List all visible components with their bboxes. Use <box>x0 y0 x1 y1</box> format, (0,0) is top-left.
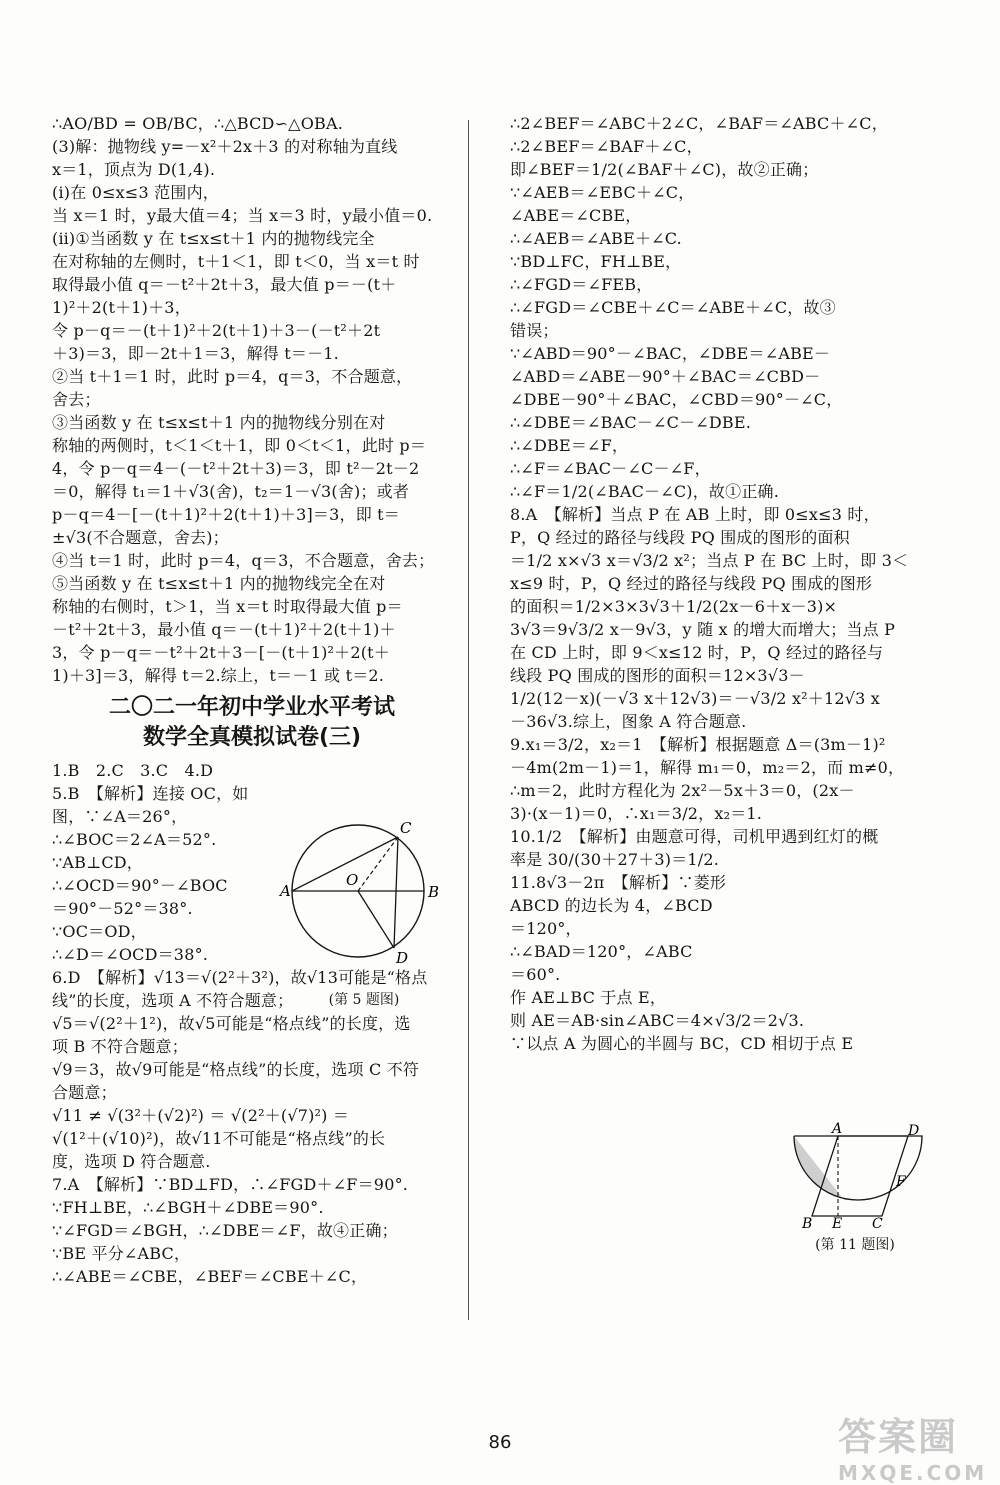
text-line: ∠ABE＝∠CBE， <box>510 206 642 225</box>
label-e: E <box>832 1216 843 1228</box>
label-b: B <box>428 883 440 901</box>
text-line: 6.D 【解析】√13＝√(2²＋3²)，故√13可能是“格点 <box>52 968 428 987</box>
text-line: ＝0，解得 t₁＝1＋√3(舍)，t₂＝1－√3(舍)；或者 <box>52 482 410 501</box>
text-line: 3，令 p－q＝－t²＋2t＋3－[－(t＋1)²＋2(t＋ <box>52 643 390 662</box>
text-line: 线”的长度，选项 A 不符合题意； <box>52 991 294 1010</box>
figure-5 <box>276 815 452 1008</box>
text-line: 1/2(12－x)(－√3 x＋12√3)＝－√3/2 x²＋12√3 x <box>510 689 881 708</box>
label-b: B <box>802 1216 813 1228</box>
text-line: －4m(2m－1)＝1，解得 m₁＝0，m₂＝2，而 m≠0， <box>510 758 905 777</box>
text-line: 在 CD 上时，即 9＜x≤12 时，P，Q 经过的路径与 <box>510 643 884 662</box>
text-line: ∴m＝2，此时方程化为 2x²－5x＋3＝0，(2x－ <box>510 781 855 800</box>
text-line: 令 p－q＝－(t＋1)²＋2(t＋1)＋3－(－t²＋2t <box>52 321 381 340</box>
text-line: ∴∠DBE＝∠BAC－∠C－∠DBE. <box>510 413 752 432</box>
text-line: √11 ≠ √(3²＋(√2)²) ＝ √(2²＋(√7)²) ＝ <box>52 1106 350 1125</box>
watermark-url: MXQE.COM <box>838 1461 988 1485</box>
text-line: ∵OC＝OD， <box>52 922 147 941</box>
text-line: 项 B 不符合题意； <box>52 1037 188 1056</box>
text-line: 称轴的右侧时，t＞1，当 x＝t 时取得最大值 p＝ <box>52 597 403 616</box>
text-line: ∵BD⊥FC，FH⊥BE， <box>510 252 682 271</box>
column-divider <box>468 120 469 1320</box>
text-line: 5.B 【解析】连接 OC，如 <box>52 784 249 803</box>
text-line: √(1²＋(√10)²)，故√11不可能是“格点线”的长 <box>52 1129 386 1148</box>
figure-11-diagram <box>780 1122 930 1228</box>
text-line: 错误； <box>510 321 559 340</box>
text-line: 7.A 【解析】∵BD⊥FD，∴∠FGD＋∠F＝90°. <box>52 1175 409 1194</box>
figure-11-caption: (第 11 题图) <box>815 1237 895 1253</box>
text-line: －36√3.综上，图象 A 符合题意. <box>510 712 747 731</box>
text-line: (ⅱ)①当函数 y 在 t≤x≤t＋1 内的抛物线完全 <box>52 229 375 248</box>
text-line: ABCD 的边长为 4，∠BCD <box>510 896 713 915</box>
page-number: 86 <box>488 1432 512 1453</box>
text-line: 1)＋3]＝3，解得 t＝2.综上，t＝－1 或 t＝2. <box>52 666 385 685</box>
text-line: ∴∠FGD＝∠CBE＋∠C＝∠ABE＋∠C，故③ <box>510 298 836 317</box>
text-line: 1)²＋2(t＋1)＋3， <box>52 298 191 317</box>
text-line: ∴AO/BD = OB/BC，∴△BCD∽△OBA. <box>52 114 344 133</box>
text-line: ＋3)＝3，即－2t＋1＝3，解得 t＝－1. <box>52 344 339 363</box>
text-line: ∵∠AEB＝∠EBC＋∠C， <box>510 183 695 202</box>
figure-11 <box>780 1122 930 1252</box>
text-line: ∴2∠BEF＝∠BAF＋∠C， <box>510 137 703 156</box>
text-line: －t²＋2t＋3，最小值 q＝－(t＋1)²＋2(t＋1)＋ <box>52 620 396 639</box>
text-line: 作 AE⊥BC 于点 E， <box>510 988 667 1007</box>
text-line: ±√3(不合题意，舍去)； <box>52 528 229 547</box>
label-c: C <box>400 819 412 837</box>
text-line: 合题意； <box>52 1083 117 1102</box>
text-line: ＝120°， <box>510 919 582 938</box>
text-line: 度，选项 D 符合题意. <box>52 1152 211 1171</box>
watermark-logo <box>838 1406 988 1485</box>
text-line: ∴∠AEB＝∠ABE＋∠C. <box>510 229 682 248</box>
heading-line-1: 二〇二一年初中学业水平考试 <box>108 695 395 720</box>
label-a: A <box>280 882 291 900</box>
label-d: D <box>908 1123 920 1139</box>
text-line: ∴∠BAD＝120°，∠ABC <box>510 942 693 961</box>
label-f: F <box>896 1174 906 1190</box>
text-line: 舍去； <box>52 390 101 409</box>
text-line: ∵FH⊥BE，∴∠BGH＋∠DBE＝90°. <box>52 1198 324 1217</box>
text-line: ∵以点 A 为圆心的半圆与 BC，CD 相切于点 E <box>510 1034 854 1053</box>
label-a: A <box>832 1122 843 1137</box>
text-line: (3)解：抛物线 y=－x²＋2x＋3 的对称轴为直线 <box>52 137 398 156</box>
text-line: ∵∠ABD＝90°－∠BAC，∠DBE＝∠ABE－ <box>510 344 831 363</box>
text-line: ＝1/2 x×√3 x＝√3/2 x²；当点 P 在 BC 上时，即 3＜ <box>510 551 909 570</box>
text-line: ∵AB⊥CD， <box>52 853 144 872</box>
text-line: x＝1，顶点为 D(1,4). <box>52 160 216 179</box>
text-line: 8.A 【解析】当点 P 在 AB 上时，即 0≤x≤3 时， <box>510 505 880 524</box>
text-line: 的面积＝1/2×3×3√3＋1/2(2x－6＋x－3)× <box>510 597 838 616</box>
text-line: ∴∠BOC＝2∠A＝52°. <box>52 830 217 849</box>
text-line: 10.1/2 【解析】由题意可得，司机甲遇到红灯的概 <box>510 827 879 846</box>
label-c: C <box>872 1216 883 1228</box>
right-column <box>510 112 910 1055</box>
heading-line-2: 数学全真模拟试卷(三) <box>142 725 362 750</box>
label-o: O <box>346 871 359 889</box>
label-d: D <box>396 949 409 967</box>
text-line: ∴2∠BEF＝∠ABC＋2∠C，∠BAF＝∠ABC＋∠C， <box>510 114 888 133</box>
text-line: ∴∠F＝1/2(∠BAC－∠C)，故①正确. <box>510 482 780 501</box>
text-line: 率是 30/(30＋27＋3)＝1/2. <box>510 850 720 869</box>
text-line: 取得最小值 q＝－t²＋2t＋3，最大值 p＝－(t＋ <box>52 275 397 294</box>
text-line: 3)·(x－1)＝0，∴x₁＝3/2，x₂＝1. <box>510 804 763 823</box>
text-line: ∴∠D＝∠OCD＝38°. <box>52 945 209 964</box>
text-line: ＝60°. <box>510 965 561 984</box>
text-line: ∵∠FGD＝∠BGH，∴∠DBE＝∠F，故④正确； <box>52 1221 398 1240</box>
text-line: 称轴的两侧时，t＜1＜t＋1，即 0＜t＜1，此时 p＝ <box>52 436 427 455</box>
text-line: ②当 t＋1＝1 时，此时 p＝4，q＝3，不合题意， <box>52 367 413 386</box>
text-line: ⑤当函数 y 在 t≤x≤t＋1 内的抛物线完全在对 <box>52 574 386 593</box>
text-line: P，Q 经过的路径与线段 PQ 围成的图形的面积 <box>510 528 850 547</box>
text-line: x≤9 时，P，Q 经过的路径与线段 PQ 围成的图形 <box>510 574 873 593</box>
text-line: ∴∠FGD＝∠FEB， <box>510 275 653 294</box>
text-line: √5＝√(2²＋1²)，故√5可能是“格点线”的长度，选 <box>52 1014 411 1033</box>
text-line: (ⅰ)在 0≤x≤3 范围内， <box>52 183 219 202</box>
watermark-text: 答案圈 <box>838 1415 959 1459</box>
text-line: ＝90°－52°＝38°. <box>52 899 193 918</box>
text-line: 线段 PQ 围成的图形的面积＝12×3√3－ <box>510 666 805 685</box>
text-line: ③当函数 y 在 t≤x≤t＋1 内的抛物线分别在对 <box>52 413 386 432</box>
text-line: ∴∠OCD＝90°－∠BOC <box>52 876 228 895</box>
text-line: ∴∠DBE＝∠F， <box>510 436 629 455</box>
text-line: 4，令 p－q＝4－(－t²＋2t＋3)＝3，即 t²－2t－2 <box>52 459 420 478</box>
text-line: p－q＝4－[－(t＋1)²＋2(t＋1)＋3]＝3，即 t＝ <box>52 505 401 524</box>
text-line: 9.x₁＝3/2，x₂＝1 【解析】根据题意 Δ＝(3m－1)² <box>510 735 886 754</box>
text-line: ∠DBE－90°＋∠BAC，∠CBD＝90°－∠C， <box>510 390 843 409</box>
figure-5-diagram <box>276 815 452 983</box>
left-column <box>52 112 452 1288</box>
text-line: 在对称轴的左侧时，t＋1＜1，即 t＜0，当 x＝t 时 <box>52 252 420 271</box>
text-line: 图，∵∠A＝26°， <box>52 807 188 826</box>
text-line: 1.B 2.C 3.C 4.D <box>52 761 214 780</box>
text-line: ∴∠ABE＝∠CBE，∠BEF＝∠CBE＋∠C， <box>52 1267 368 1286</box>
text-line: ∴∠F＝∠BAC－∠C－∠F， <box>510 459 711 478</box>
section-heading <box>52 693 452 753</box>
text-line: 3√3＝9√3/2 x－9√3，y 随 x 的增大而增大；当点 P <box>510 620 896 639</box>
text-line: ∠ABD＝∠ABE－90°＋∠BAC＝∠CBD－ <box>510 367 821 386</box>
text-line: ④当 t＝1 时，此时 p＝4，q＝3，不合题意，舍去； <box>52 551 435 570</box>
text-line: ∵BE 平分∠ABC， <box>52 1244 191 1263</box>
text-line: √9＝3，故√9可能是“格点线”的长度，选项 C 不符 <box>52 1060 420 1079</box>
text-line: 则 AE＝AB·sin∠ABC＝4×√3/2＝2√3. <box>510 1011 805 1030</box>
text-line: 11.8√3－2π 【解析】∵菱形 <box>510 873 727 892</box>
figure-5-caption: (第 5 题图) <box>328 992 400 1008</box>
text-line: 即∠BEF＝1/2(∠BAF＋∠C)，故②正确； <box>510 160 819 179</box>
text-line: 当 x＝1 时，y最大值＝4；当 x＝3 时，y最小值＝0. <box>52 206 433 225</box>
